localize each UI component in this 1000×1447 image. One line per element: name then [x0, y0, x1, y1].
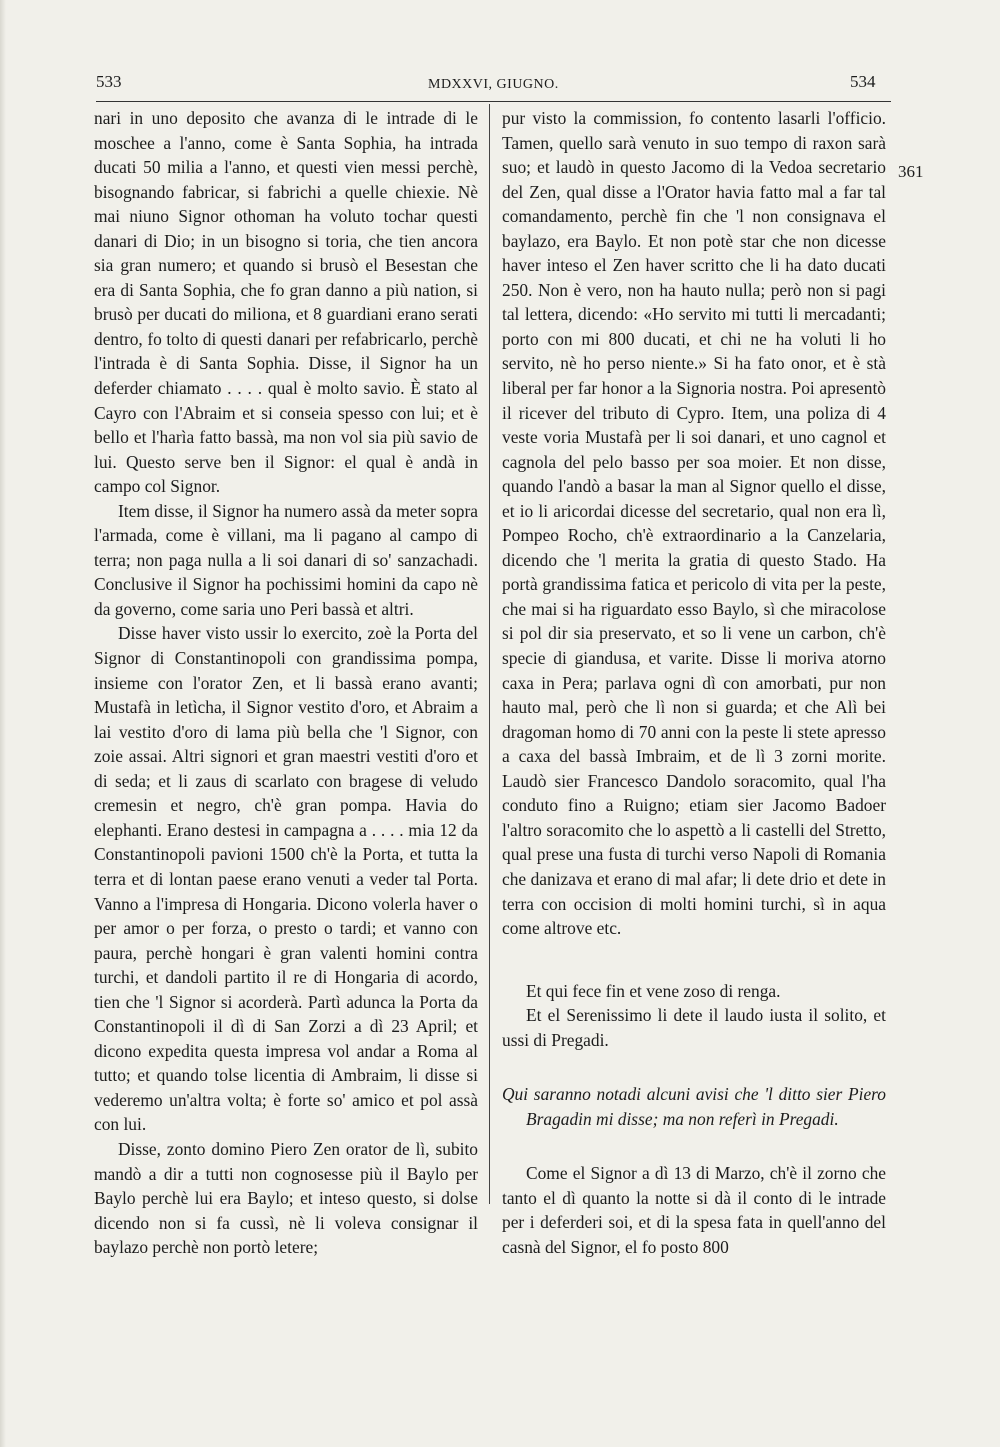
- right-page-number: 534: [850, 72, 876, 91]
- italic-heading-note: Qui saranno notadi alcuni avisi che 'l ditto sier Piero Bragadin mi disse; ma non referì in Pregadi.: [502, 1084, 886, 1129]
- paragraph: Disse, zonto domino Piero Zen orator de lì, subito mandò a dir a tutti non cognosesse più il Baylo per Baylo perchè lui era Baylo; et inteso questo, si dolse dicendo non si fa cussì, nè li voleva consignar il baylazo perchè non portò letere;: [94, 1138, 478, 1258]
- running-title: MDXXVI, GIUGNO.: [428, 77, 559, 92]
- header-rule: [96, 101, 891, 102]
- paragraph: pur visto la commission, fo contento lasarli l'officio. Tamen, quello sarà venuto in suo tempo di raxon sarà suo; et laudò in questo Jacomo di la Vedoa secretario del Zen, qual disse a l'Orator havia fatto mal a far tal comandamento, perchè fin che 'l non consignava el baylazo, era Baylo. Et non potè star che non dicesse haver inteso el Zen haver scritto che li ha dato ducati 250. Non è vero, non ha hauto nulla; però non si pagi tal lettera, dicendo: «Ho servito mi tutti li mercadanti; porto con mi 800 ducati, et chi ne ha voluti li ho servito, nè ho perso niente.» Si ha fato onor, et è stà liberal per far honor a la Signoria nostra. Poi apresentò il ricever del tributo di Cypro. Item, una poliza di 4 veste voria Mustafà per li soi danari, et uno cagnol et cagnola del pelo basso per soa moier. Et non disse, quando l'andò a basar la man al Signor quello el disse, et io li aricordai dicesse del secretario, qual non era lì, Pompeo Rocho, ch'è extraordinario a la Canzelaria, dicendo che 'l merita la gratia di questo Stado. Ha portà grandissima fatica et pericolo di vita per la peste, che mai si ha riguardato esso Baylo, sì che miracolose si pol dir sia preservato, et so li vene un carbon, ch'è specie di giandusa, et varite. Disse li moriva atorno caxa in Pera; parlava ogni dì con amorbati, pur non hauto mal, però che lì non si guarda; et che Alì bei dragoman homo di 70 anni con la peste li stete apresso a caxa del bassà Imbraim, et de lì 3 zorni morite. Laudò sier Francesco Dandolo soracomito, qual l'ha conduto fino a Ruigno; etiam sier Jacomo Badoer l'altro soracomito che lo aspettò a li castelli del Stretto, qual prese una fusta di turchi verso Napoli di Romania che danizava et erano di mal afar; li dete drio et dete in terra con occision di molti homini turchi, sì in aqua come altrove etc.: [502, 108, 886, 939]
- left-column: [94, 106, 478, 1260]
- spacer: [502, 1131, 886, 1161]
- paragraph: Et el Serenissimo li dete il laudo iusta il solito, et ussi di Pregadi.: [502, 1005, 886, 1050]
- column-divider: [489, 104, 490, 1204]
- paragraph: Item disse, il Signor ha numero assà da meter sopra l'armada, come è villani, ma li pagano al campo di terra; non paga nulla a li soi danari di so' sanzachadi. Conclusive il Signor ha pochissimi homini da capo nè da governo, come saria uno Peri bassà et altri.: [94, 500, 478, 619]
- spacer: [502, 941, 886, 979]
- paragraph: nari in uno deposito che avanza di le intrade di le moschee a l'anno, come è Santa Sophia, ha intrada ducati 50 milia a l'anno, et questi vien messi perchè, bisognando fabricar, si fabrichi a quelle chiexie. Nè mai niuno Signor othoman ha voluto tochar questi danari di Dio; in un bisogno si toria, che tien ancora sia gran numero; et quando si brusò el Besestan che era di Santa Sophia, che fo gran danno a più nation, si brusò per ducati do miliona, et 8 guardiani erano serati dentro, fo tolto di questi danari per refabricarlo, perchè l'intrada è di Santa Sophia. Disse, il Signor ha un deferder chiamato . . . . qual è molto savio. È stato al Cayro con l'Abraim et si conseia spesso con lui; et è bello et l'harìa fatto bassà, ma non vol sia più savio de lui. Questo serve ben il Signor: el qual è andà in campo col Signor.: [94, 108, 478, 497]
- paragraph: Et qui fece fin et vene zoso di renga.: [526, 980, 781, 1001]
- page-header: [0, 0, 1000, 100]
- paragraph: Disse haver visto ussir lo exercito, zoè la Porta del Signor di Constantinopoli con grandissima pompa, insieme con l'orator Zen, et li bassà erano avanti; Mustafà in letìcha, il Signor vestito d'oro, et Abraim a lai vestito d'oro di lama più bella che 'l Signor, con zoie assai. Altri signori et gran maestri vestiti d'oro et di seda; et li zaus di scarlato con bragese di veludo cremesin et negro, ch'è gran pompa. Havia do elephanti. Erano destesi in campagna a . . . . mia 12 da Constantinopoli pavioni 1500 ch'è la Porta, et tutta la terra et di lontan paese erano venuti a veder tal Porta. Vanno a l'impresa di Hongaria. Dicono volerla haver o per amor o per forza, o presto o tardi; et vanno con paura, perchè hongari è gran valenti homini contra turchi, et dandoli partito il re di Hongaria di acordo, tien che 'l Signor si acorderà. Partì adunca la Porta da Constantinopoli il dì di San Zorzi a dì 23 April; et dicono expedita questa impresa vol andar a Roma al tutto; et quando tolse licentia di Ambraim, li disse si vederemo un'altra volta; è forte so' amico et pol assà con lui.: [94, 623, 478, 1135]
- left-page-number: 533: [96, 72, 122, 91]
- scan-edge: [0, 0, 6, 1447]
- spacer: [502, 1052, 886, 1082]
- margin-column-number: 361: [898, 162, 924, 181]
- paragraph: Come el Signor a dì 13 di Marzo, ch'è il zorno che tanto el dì quanto la notte si dà il conto di le intrade per i deferderi soi, et di la spesa fata in quell'anno del casnà del Signor, el fo posto 800: [502, 1163, 886, 1257]
- right-column: [502, 106, 886, 1260]
